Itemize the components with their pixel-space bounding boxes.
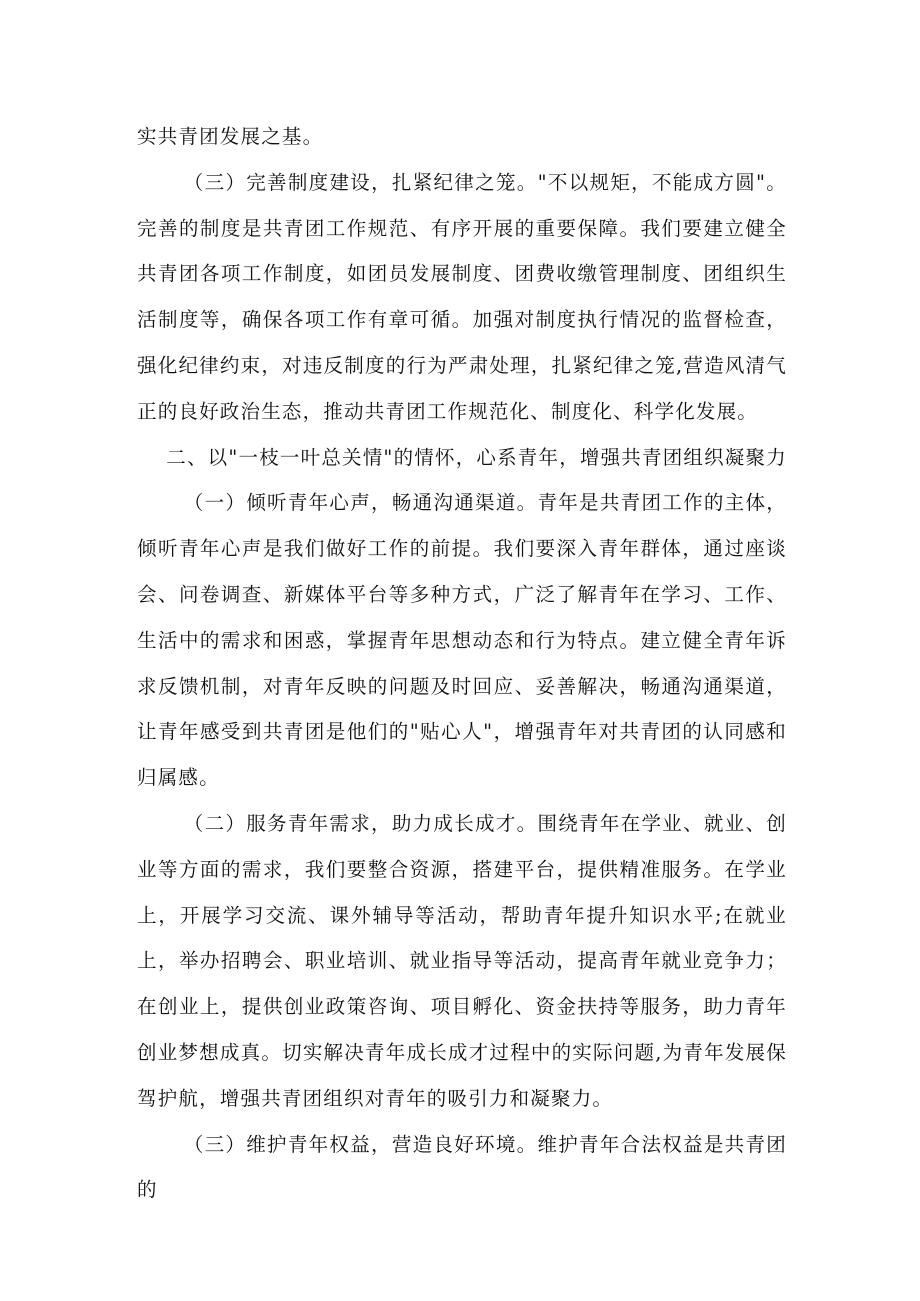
paragraph-continuation: 实共青团发展之基。 <box>137 125 324 148</box>
paragraph-system-building: （三）完善制度建设，扎紧纪律之笼。"不以规矩，不能成方圆"。完善的制度是共青团工作规范、有序开展的重要保障。我们要建立健全共青团各项工作制度，如团员发展制度、团费收缴管理制度、团组织生活制度等，确保各项工作有章可循。加强对制度执行情况的监督检查，强化纪律约束，对违反制度的行为严肃处理，扎紧纪律之笼,营造风清气正的良好政治生态，推动共青团工作规范化、制度化、科学化发展。 <box>137 170 787 423</box>
paragraph-protect-rights: （三）维护青年权益，营造良好环境。维护青年合法权益是共青团的 <box>137 1132 787 1202</box>
section-heading-two: 二、以"一枝一叶总关情"的情怀，心系青年，增强共青团组织凝聚力 <box>166 445 787 469</box>
paragraph-serve-youth: （二）服务青年需求，助力成长成才。围绕青年在学业、就业、创业等方面的需求，我们要整合资源，搭建平台，提供精准服务。在学业上，开展学习交流、课外辅导等活动，帮助青年提升知识水平;在就业上，举办招聘会、职业培训、就业指导等活动，提高青年就业竞争力；在创业上，提供创业政策咨询、项目孵化、资金扶持等服务，助力青年创业梦想成真。切实解决青年成长成才过程中的实际问题,为青年发展保驾护航，增强共青团组织对青年的吸引力和凝聚力。 <box>137 811 787 1110</box>
document-body <box>137 114 787 1213</box>
paragraph-listen-youth: （一）倾听青年心声，畅通沟通渠道。青年是共青团工作的主体，倾听青年心声是我们做好工作的前提。我们要深入青年群体，通过座谈会、问卷调查、新媒体平台等多种方式，广泛了解青年在学习、工作、生活中的需求和困惑，掌握青年思想动态和行为特点。建立健全青年诉求反馈机制，对青年反映的问题及时回应、妥善解决，畅通沟通渠道，让青年感受到共青团是他们的"贴心人"，增强青年对共青团的认同感和归属感。 <box>137 491 787 790</box>
